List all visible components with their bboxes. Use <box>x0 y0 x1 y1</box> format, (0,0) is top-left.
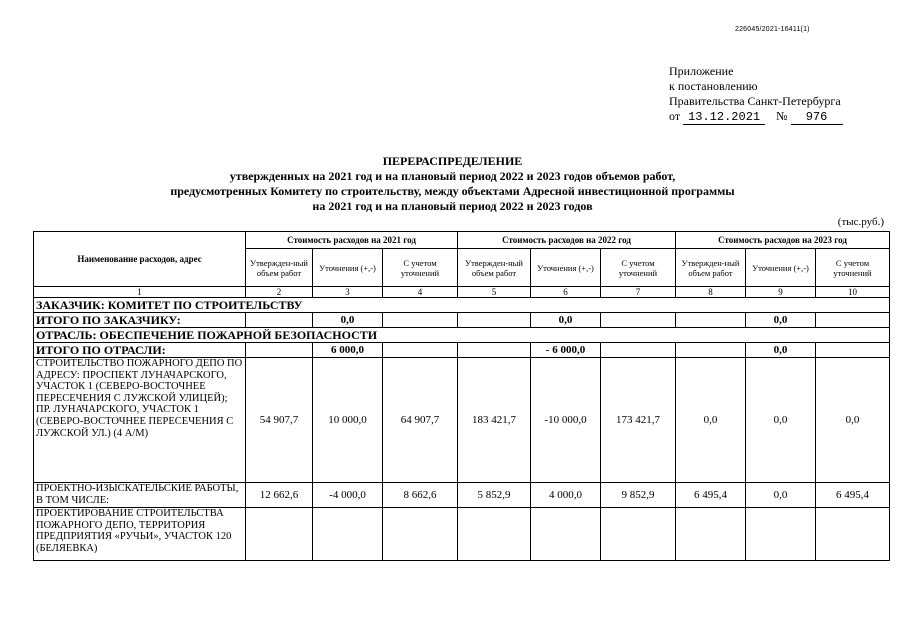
appendix-line: Правительства Санкт-Петербурга <box>669 94 841 108</box>
column-index: 4 <box>383 287 458 298</box>
customer-total-2022: 0,0 <box>531 313 601 328</box>
cell-value: -10 000,0 <box>531 358 601 483</box>
branch-total-row <box>34 343 890 358</box>
customer-total-2023: 0,0 <box>746 313 816 328</box>
customer-total-label: ИТОГО ПО ЗАКАЗЧИКУ: <box>34 313 246 328</box>
cell-value: 8 662,6 <box>383 483 458 508</box>
cell-value <box>676 508 746 561</box>
cell-value <box>746 508 816 561</box>
cell-value: 6 495,4 <box>676 483 746 508</box>
cell-value <box>246 508 313 561</box>
cell-value <box>601 508 676 561</box>
resolution-number: 976 <box>791 111 843 125</box>
branch-total-2022: - 6 000,0 <box>531 343 601 358</box>
column-header-total: С учетом уточнений <box>816 249 890 287</box>
cell-value: 10 000,0 <box>313 358 383 483</box>
column-index: 8 <box>676 287 746 298</box>
column-header-approved: Утвержден-ный объем работ <box>676 249 746 287</box>
branch-total-2023: 0,0 <box>746 343 816 358</box>
column-index: 10 <box>816 287 890 298</box>
cell-value: 173 421,7 <box>601 358 676 483</box>
branch-total-2021: 6 000,0 <box>313 343 383 358</box>
branch-total-label: ИТОГО ПО ОТРАСЛИ: <box>34 343 246 358</box>
row-name: СТРОИТЕЛЬСТВО ПОЖАРНОГО ДЕПО ПО АДРЕСУ: ПРОСПЕКТ ЛУНАЧАРСКОГО, УЧАСТОК 1 (СЕВЕРО-ВОСТОЧНЕЕ ПЕРЕСЕЧЕНИЯ С ЛУЖСКОЙ УЛИЦЕЙ); ПР. ЛУНАЧАРСКОГО, УЧАСТОК 1 (СЕВЕРО-ВОСТОЧНЕЕ ПЕРЕСЕЧЕНИЯ С ЛУЖСКОЙ УЛ.) (4 А/М) <box>34 358 246 483</box>
row-name: ПРОЕКТИРОВАНИЕ СТРОИТЕЛЬСТВА ПОЖАРНОГО ДЕПО, ТЕРРИТОРИЯ ПРЕДПРИЯТИЯ «РУЧЬИ», УЧАСТОК 120 (БЕЛЯЕВКА) <box>34 508 246 561</box>
title-line: предусмотренных Комитету по строительству, между объектами Адресной инвестиционной программы <box>170 184 735 198</box>
table-row <box>34 508 890 561</box>
cell-value: 54 907,7 <box>246 358 313 483</box>
column-index: 7 <box>601 287 676 298</box>
customer-total-row <box>34 313 890 328</box>
title-line: на 2021 год и на плановый период 2022 и 2023 годов <box>312 199 593 213</box>
column-header-name: Наименование расходов, адрес <box>34 232 246 287</box>
cell-value <box>313 508 383 561</box>
table-row <box>34 483 890 508</box>
column-header-changes: Уточнения (+,-) <box>531 249 601 287</box>
column-header-total: С учетом уточнений <box>383 249 458 287</box>
cell-value: 0,0 <box>816 358 890 483</box>
column-header-changes: Уточнения (+,-) <box>746 249 816 287</box>
redistribution-table <box>33 231 890 561</box>
column-header-changes: Уточнения (+,-) <box>313 249 383 287</box>
column-group-2022: Стоимость расходов на 2022 год <box>458 232 676 249</box>
column-index: 1 <box>34 287 246 298</box>
cell-value: 12 662,6 <box>246 483 313 508</box>
cell-value <box>458 508 531 561</box>
cell-value <box>816 508 890 561</box>
appendix-block <box>669 64 843 125</box>
row-name: ПРОЕКТНО-ИЗЫСКАТЕЛЬСКИЕ РАБОТЫ, В ТОМ ЧИСЛЕ: <box>34 483 246 508</box>
cell-value: 64 907,7 <box>383 358 458 483</box>
column-index: 9 <box>746 287 816 298</box>
column-header-total: С учетом уточнений <box>601 249 676 287</box>
column-index: 5 <box>458 287 531 298</box>
customer-total-2021: 0,0 <box>313 313 383 328</box>
customer-heading: ЗАКАЗЧИК: КОМИТЕТ ПО СТРОИТЕЛЬСТВУ <box>34 298 890 313</box>
column-index: 6 <box>531 287 601 298</box>
units-label: (тыс.руб.) <box>837 216 884 228</box>
cell-value <box>531 508 601 561</box>
title-line: утвержденных на 2021 год и на плановый период 2022 и 2023 годов объемов работ, <box>229 169 676 183</box>
document-title <box>0 154 905 214</box>
appendix-date-row <box>669 109 843 125</box>
table-row <box>34 358 890 483</box>
cell-value: -4 000,0 <box>313 483 383 508</box>
appendix-line: Приложение <box>669 64 734 78</box>
cell-value: 0,0 <box>676 358 746 483</box>
cell-value: 6 495,4 <box>816 483 890 508</box>
date-prefix: от <box>669 109 681 123</box>
branch-heading: ОТРАСЛЬ: ОБЕСПЕЧЕНИЕ ПОЖАРНОЙ БЕЗОПАСНОСТИ <box>34 328 890 343</box>
cell-value: 5 852,9 <box>458 483 531 508</box>
column-index: 2 <box>246 287 313 298</box>
appendix-line: к постановлению <box>669 79 758 93</box>
column-index: 3 <box>313 287 383 298</box>
column-group-2023: Стоимость расходов на 2023 год <box>676 232 890 249</box>
customer-row <box>34 298 890 313</box>
cell-value: 183 421,7 <box>458 358 531 483</box>
cell-value: 0,0 <box>746 483 816 508</box>
cell-value: 0,0 <box>746 358 816 483</box>
resolution-date: 13.12.2021 <box>683 111 765 125</box>
cell-value: 4 000,0 <box>531 483 601 508</box>
column-group-2021: Стоимость расходов на 2021 год <box>246 232 458 249</box>
column-index-row <box>34 287 890 298</box>
document-id: 226045/2021-16411(1) <box>735 26 810 33</box>
column-header-approved: Утвержден-ный объем работ <box>246 249 313 287</box>
column-header-approved: Утвержден-ный объем работ <box>458 249 531 287</box>
cell-value: 9 852,9 <box>601 483 676 508</box>
number-prefix: № <box>776 109 788 123</box>
title-line: ПЕРЕРАСПРЕДЕЛЕНИЕ <box>382 154 523 168</box>
branch-row <box>34 328 890 343</box>
cell-value <box>383 508 458 561</box>
